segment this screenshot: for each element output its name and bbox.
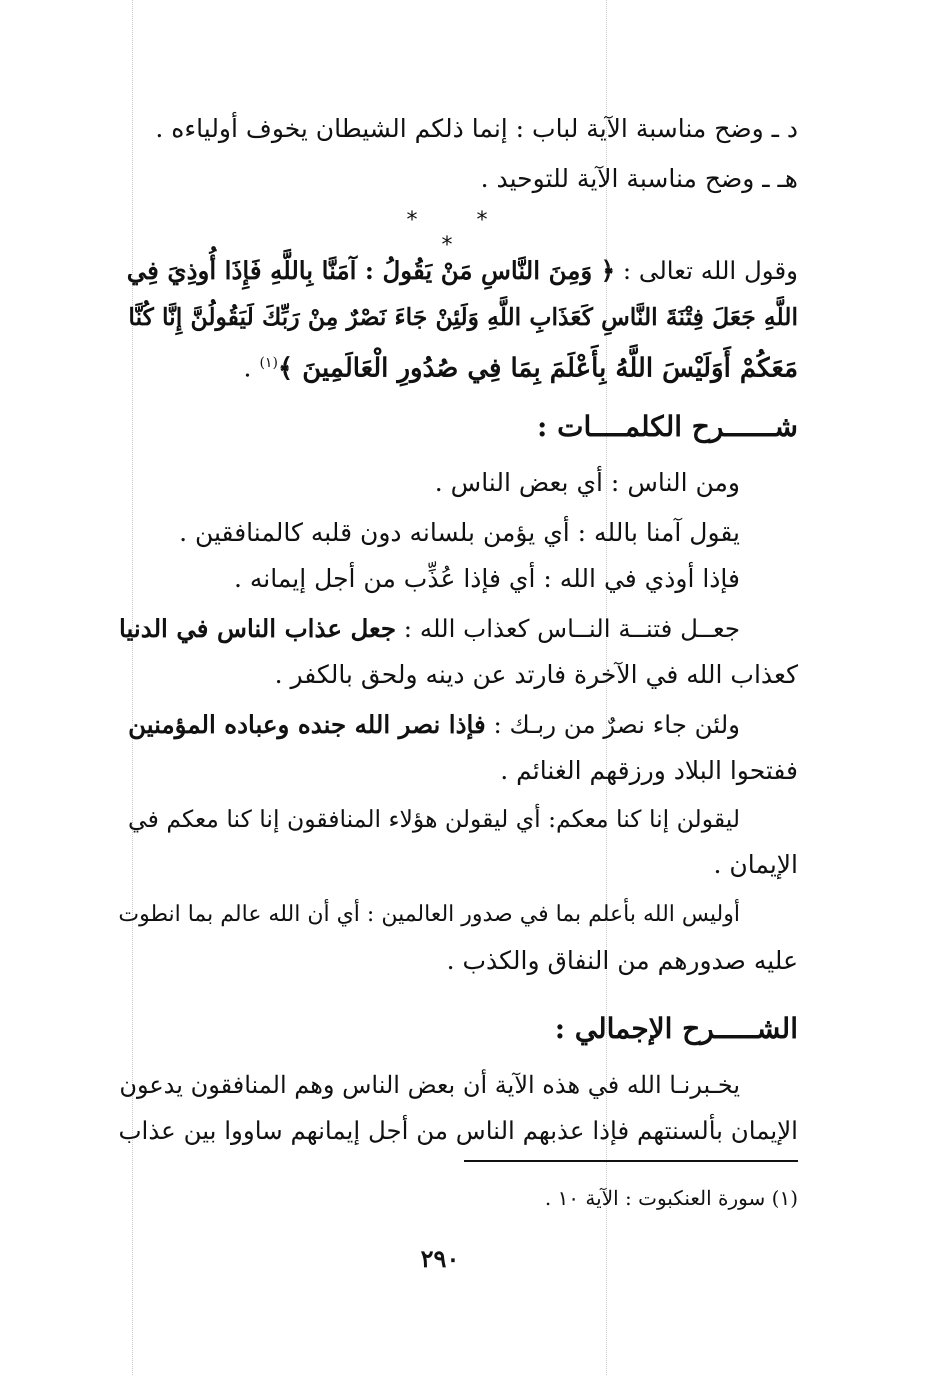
summary-line: يخـبرنـا الله في هذه الآية أن بعض الناس وهم المنافقون يدعون (119, 1071, 740, 1099)
word-term: ومن الناس (627, 468, 740, 497)
word-entry (118, 898, 798, 932)
word-separator: : (535, 564, 560, 593)
word-separator: : (485, 710, 510, 739)
word-term: جعــل فتنــة النــاس كعذاب الله (419, 614, 740, 643)
word-separator: : (540, 805, 557, 833)
word-meaning: أي بعض الناس . (434, 468, 603, 497)
word-entry-continuation: عليه صدورهم من النفاق والكذب . (446, 946, 798, 975)
word-term: أوليس الله بأعلم بما في صدور العالمين (381, 902, 740, 927)
footnote: (١) سورة العنكبوت : الآية ١٠ . (544, 1186, 798, 1210)
intro-item-d: د ـ وضح مناسبة الآية لباب : إنما ذلكم الشيطان يخوف أولياءه . (155, 114, 798, 143)
verse-line-3 (118, 346, 798, 385)
word-entry-continuation: ففتحوا البلاد ورزقهم الغنائم . (500, 756, 798, 785)
word-entry (118, 516, 798, 550)
word-separator: : (569, 518, 595, 547)
word-entry (118, 466, 798, 500)
footnote-divider (464, 1160, 798, 1162)
word-meaning: أي أن الله عالم بما انطوت (118, 902, 360, 927)
words-heading: شــــــرح الكلمــــات : (537, 410, 798, 443)
word-term: ليقولن إنا كنا معكم (556, 805, 740, 833)
section-separator: * * * (406, 208, 514, 258)
word-term: فإذا أوذي في الله (559, 564, 740, 593)
verse-end: . (243, 353, 260, 383)
word-entry (118, 708, 798, 742)
verse-line-1 (118, 254, 798, 288)
word-meaning: أي ليقولن هؤلاء المنافقون إنا كنا معكم في (128, 805, 541, 833)
summary-line: الإيمان بألسنتهم فإذا عذبهم الناس من أجل إيمانهم ساووا بين عذاب (118, 1116, 798, 1145)
word-term: ولئن جاء نصرٌ من ربـك (509, 710, 740, 739)
word-meaning: أي فإذا عُذِّب من أجل إيمانه . (233, 564, 536, 593)
verse-line-2: اللَّهِ جَعَلَ فِتْنَةَ النَّاسِ كَعَذَابِ اللَّهِ وَلَئِنْ جَاءَ نَصْرٌ مِنْ رَبِّكَ لَيَقُولُنَّ إِنَّا كُنَّا (128, 303, 798, 331)
summary-heading: الشـــــرح الإجمالي : (554, 1012, 798, 1045)
word-entry (118, 562, 798, 596)
word-separator: : (359, 902, 382, 927)
verse-text-1: ﴿ وَمِنَ النَّاسِ مَنْ يَقُولُ : آمَنَّا بِاللَّهِ فَإِذَا أُوذِيَ فِي (126, 256, 616, 285)
word-meaning: فإذا نصر الله جنده وعباده المؤمنين (128, 710, 486, 739)
word-separator: : (396, 614, 420, 643)
word-entry-continuation: الإيمان . (713, 850, 798, 879)
word-entry-continuation: كعذاب الله في الآخرة فارتد عن دينه ولحق بالكفر . (274, 660, 798, 689)
word-separator: : (602, 468, 628, 497)
page-number: ٢٩٠ (420, 1244, 460, 1273)
verse-text-3: مَعَكُمْ أَوَلَيْسَ اللَّهُ بِأَعْلَمَ بِمَا فِي صُدُورِ الْعَالَمِينَ ﴾ (277, 353, 798, 384)
word-meaning: جعل عذاب الناس في الدنيا (119, 614, 397, 643)
verse-lead: وقول الله تعالى : (622, 256, 798, 285)
intro-item-h: هـ ـ وضح مناسبة الآية للتوحيد . (480, 164, 798, 193)
word-entry (118, 802, 798, 836)
word-meaning: أي يؤمن بلسانه دون قلبه كالمنافقين . (179, 518, 570, 547)
main-text (118, 0, 798, 1375)
footnote-marker: (١) (259, 355, 278, 371)
word-entry (118, 612, 798, 646)
word-term: يقول آمنا بالله (594, 518, 740, 547)
